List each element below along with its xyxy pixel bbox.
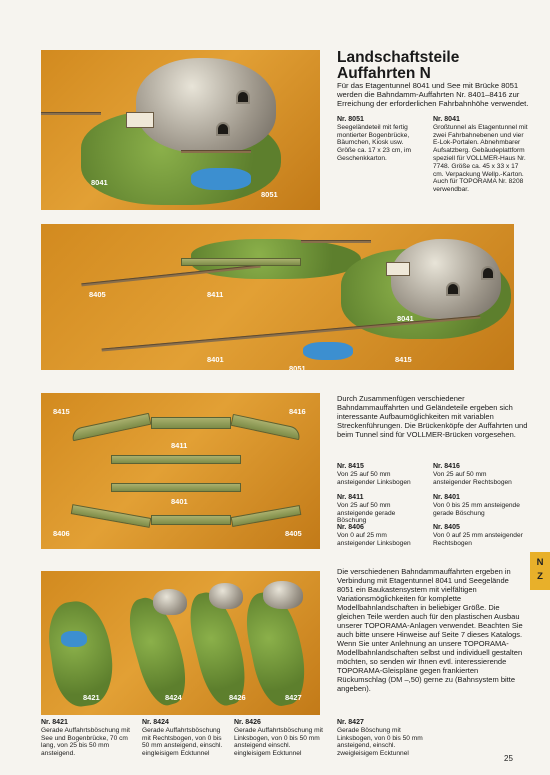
product-item: Nr. 8426 Gerade Auffahrtsböschung mit Linksbogen, von 0 bis 50 mm ansteigend einschl. eingleisigem Ecktunnel: [234, 719, 323, 758]
track-piece: [181, 258, 301, 266]
product-item: Nr. 8427 Gerade Böschung mit Linksbogen, von 0 bis 50 mm ansteigend, einschl. zweigleisigem Ecktunnel: [337, 719, 423, 758]
product-item: Nr. 8051 Seegeländeteil mit fertig montierter Bogenbrücke, Bäumchen, Kiosk usw. Größe ca. 17 x 23 cm, im Geschenkkarton.: [337, 116, 412, 162]
page-number: 25: [504, 754, 513, 763]
tunnel-portal: [236, 90, 250, 104]
photo-label: 8424: [165, 693, 182, 702]
track: [41, 112, 101, 115]
track-piece: [151, 417, 231, 429]
product-item: Nr. 8041 Großtunnel als Etagentunnel mit zwei Fahrbahnebenen und vier E-Lok-Portalen. Abnehmbarer Aufsatzberg. Gebäudeplattform speziell für VOLLMER-Haus Nr. 7748. Größe ca. 45 x 33 x 17 cm. Verpackung Wellp.-Karton. Auch für TOPORAMA Nr. 8208 verwendbar.: [433, 116, 528, 194]
photo-label: 8415: [53, 407, 70, 416]
tunnel-portal: [216, 122, 230, 136]
photo-etagentunnel-see: [41, 50, 320, 210]
photo-label: 8405: [89, 290, 106, 299]
product-item: Nr. 8416 Von 25 auf 50 mm ansteigender Rechtsbogen: [433, 463, 512, 486]
track-piece: [151, 515, 231, 525]
product-item: Nr. 8401 Von 0 bis 25 mm ansteigende gerade Böschung: [433, 494, 520, 517]
track-piece: [111, 455, 241, 464]
tunnel-portal: [446, 282, 460, 296]
track-piece: [71, 504, 152, 528]
product-item: Nr. 8405 Von 0 auf 25 mm ansteigender Rechtsbogen: [433, 524, 523, 547]
photo-label: 8415: [395, 355, 412, 364]
tunnel-hill: [209, 583, 243, 609]
intro-text: Für das Etagentunnel 8041 und See mit Brücke 8051 werden die Bahndamm-Auffahrten Nr. 8401–8416 zur Erreichung der erforderlichen Fahrbahnhöhe verwendet.: [337, 81, 529, 108]
house: [126, 112, 154, 128]
photo-label: 8051: [261, 190, 278, 199]
landscape-base: [44, 597, 118, 709]
bridge: [301, 240, 371, 243]
photo-label: 8416: [289, 407, 306, 416]
tunnel-hill: [263, 581, 303, 609]
lake: [191, 168, 251, 190]
track-piece: [71, 413, 152, 441]
product-item: Nr. 8415 Von 25 auf 50 mm ansteigender Linksbogen: [337, 463, 411, 486]
product-item: Nr. 8411 Von 25 auf 50 mm ansteigende gerade Böschung: [337, 494, 396, 525]
tunnel-hill: [153, 589, 187, 615]
page-title: Landschaftsteile Auffahrten N: [337, 49, 460, 82]
track-piece: [231, 505, 302, 527]
product-item: Nr. 8424 Gerade Auffahrtsböschung mit Rechtsbogen, von 0 bis 50 mm ansteigend, einschl. eingleisigem Ecktunnel: [142, 719, 223, 758]
product-item: Nr. 8406 Von 0 auf 25 mm ansteigender Linksbogen: [337, 524, 411, 547]
bridge: [181, 150, 251, 153]
photo-label: 8401: [207, 355, 224, 364]
tunnel-portal: [481, 266, 495, 280]
track-piece: [111, 483, 241, 492]
photo-label: 8411: [207, 290, 224, 299]
photo-label: 8426: [229, 693, 246, 702]
lake: [61, 631, 87, 647]
photo-label: 8041: [397, 314, 414, 323]
photo-auffahrtsboeschungen: [41, 571, 320, 715]
house: [386, 262, 410, 276]
photo-label: 8051: [289, 364, 306, 370]
mountain: [136, 58, 276, 153]
section-tab: N Z: [530, 552, 550, 590]
track-piece: [231, 414, 302, 440]
photo-label: 8411: [171, 441, 188, 450]
photo-label: 8401: [171, 497, 188, 506]
middle-text: Durch Zusammenfügen verschiedener Bahndammauffahrten und Geländeteile ergeben sich interessante Aufbaumöglichkeiten mit variablen Streckenführungen. Die Brückenköpfe der Auffahrten und beim Tunnel sind für VOLLMER-Brücken vorgesehen.: [337, 394, 528, 439]
photo-label: 8041: [91, 178, 108, 187]
photo-label: 8427: [285, 693, 302, 702]
product-item: Nr. 8421 Gerade Auffahrtsböschung mit See und Bogenbrücke, 70 cm lang, von 25 bis 50 mm ansteigend.: [41, 719, 130, 758]
bottom-text: Die verschiedenen Bahndammauffahrten ergeben in Verbindung mit Etagentunnel 8041 und Seegelände 8051 ein Baukastensystem mit vielfältigen Variationsmöglichkeiten für komplette Modellbahnlandschaften in beliebiger Größe. Die gleichen Teile werden auch für den plastischen Ausbau unserer TOPORAMA-Anlagen verwendet. Beachten Sie auch bitte unsere Hinweise auf Seite 7 dieses Katalogs. Wenn Sie unter Anlehnung an unsere TOPORAMA-Modellbahnlandschaften selbst und individuell gestalten möchten, so senden wir Ihnen evtl. interessierende TOPORAMA-Gleispläne gegen frankierten Rückumschlag (DM –,50) gerne zu (Bahnsystem bitte angeben).: [337, 567, 523, 693]
photo-label: 8421: [83, 693, 100, 702]
photo-label: 8405: [285, 529, 302, 538]
photo-auffahrten-teile: [41, 393, 320, 549]
photo-anlage-gesamt: [41, 224, 514, 370]
lake: [303, 342, 353, 360]
photo-label: 8406: [53, 529, 70, 538]
